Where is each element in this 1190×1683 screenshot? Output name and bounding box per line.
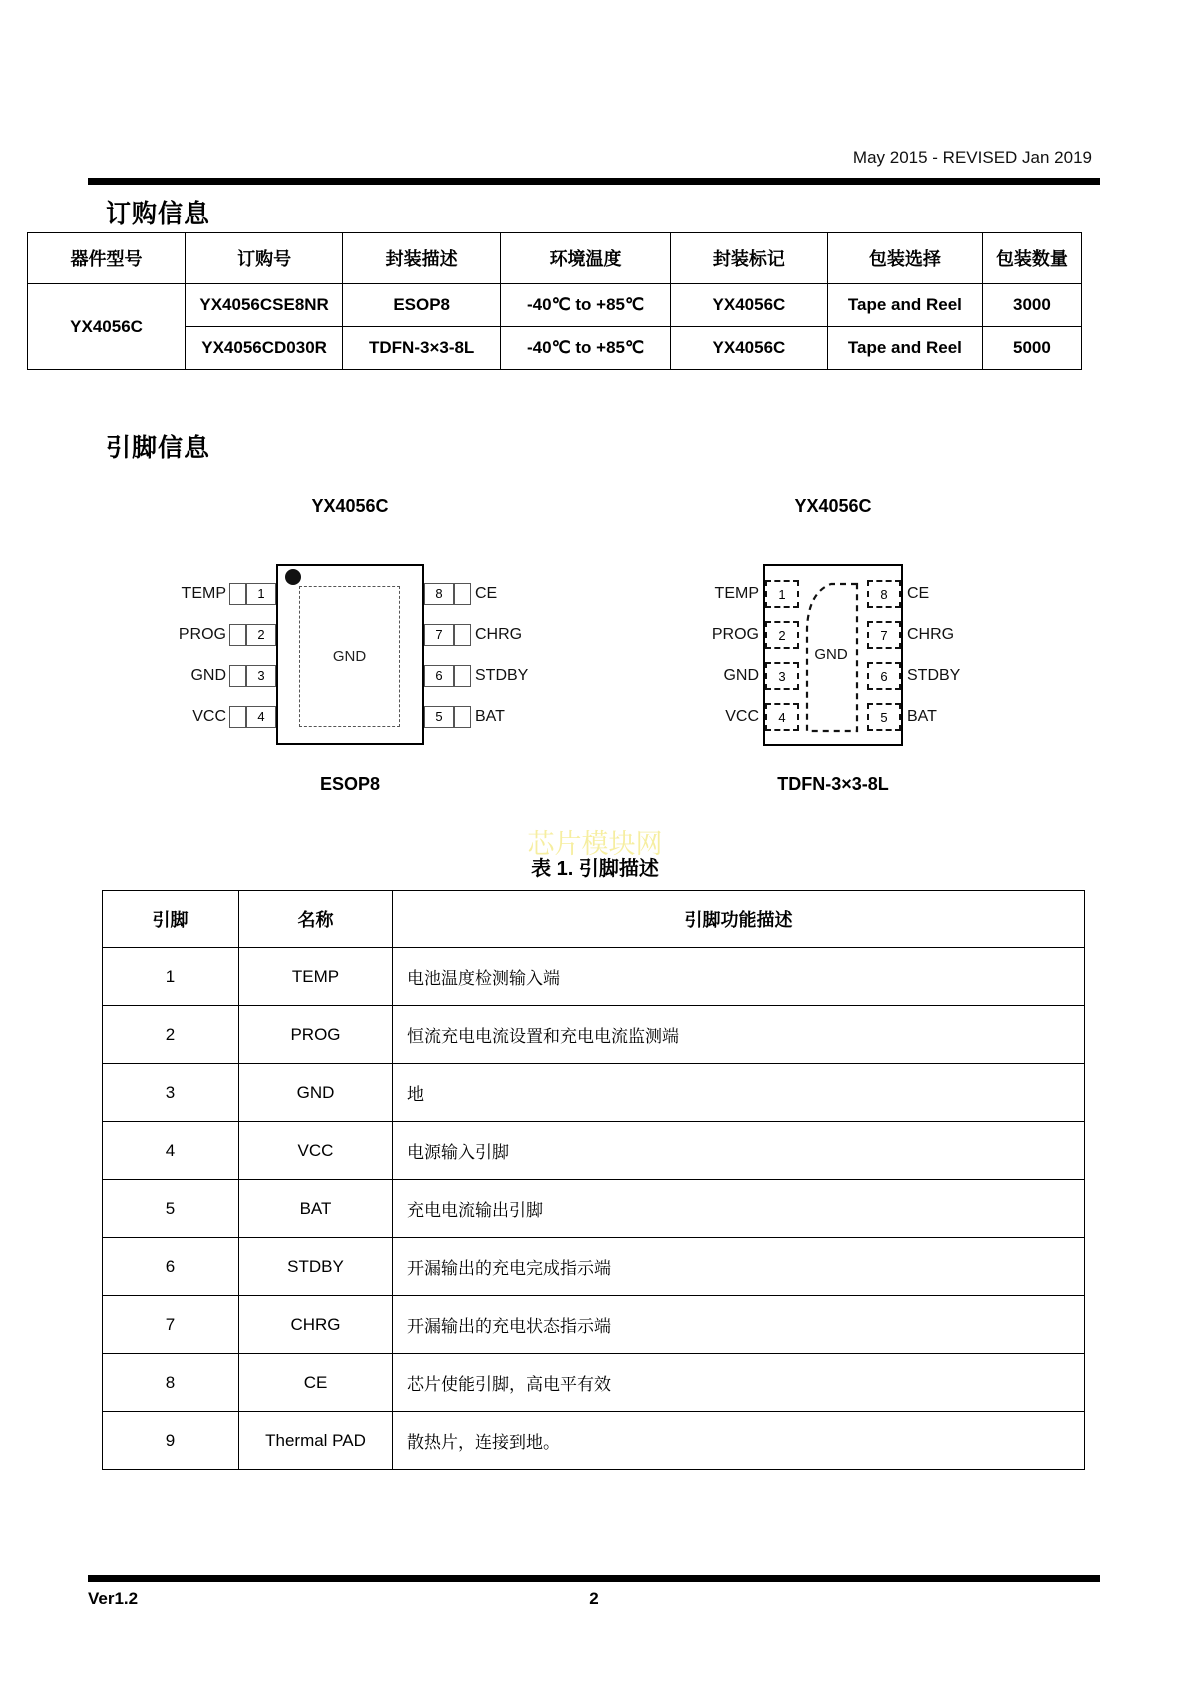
tdfn-caption: TDFN-3×3-8L bbox=[777, 774, 889, 794]
esop8-pin-lead bbox=[454, 583, 471, 605]
pin-name: Thermal PAD bbox=[239, 1412, 393, 1470]
pin-description-table bbox=[102, 890, 1085, 1470]
esop8-pin-lead bbox=[454, 706, 471, 728]
pin-description: 地 bbox=[393, 1064, 1085, 1122]
pin-description: 开漏输出的充电完成指示端 bbox=[393, 1238, 1085, 1296]
pin-number: 6 bbox=[103, 1238, 239, 1296]
col-order-no: 订购号 bbox=[186, 233, 343, 284]
tdfn-pin-pad: 5 bbox=[867, 703, 901, 731]
esop8-pin-number: 7 bbox=[424, 624, 454, 646]
tdfn-thermal-pad-label: GND bbox=[814, 646, 848, 663]
pin-description: 开漏输出的充电状态指示端 bbox=[393, 1296, 1085, 1354]
pin-number: 7 bbox=[103, 1296, 239, 1354]
tdfn-pin-label: CHRG bbox=[907, 626, 955, 643]
pin-table-row bbox=[103, 1296, 1085, 1354]
order-no-cell: YX4056CSE8NR bbox=[186, 284, 343, 327]
col-temp: 环境温度 bbox=[501, 233, 671, 284]
pin-table-header-row bbox=[103, 891, 1085, 948]
esop8-pin-label: VCC bbox=[192, 708, 226, 725]
pin-number: 1 bbox=[103, 948, 239, 1006]
tdfn-pin-pad: 2 bbox=[765, 621, 799, 649]
tdfn-pin-label: GND bbox=[723, 667, 759, 684]
col-pin: 引脚 bbox=[103, 891, 239, 948]
pin-table-row bbox=[103, 1006, 1085, 1064]
pin-name: TEMP bbox=[239, 948, 393, 1006]
esop8-chip-title: YX4056C bbox=[311, 496, 389, 516]
pin-name: STDBY bbox=[239, 1238, 393, 1296]
tdfn-pin-label: BAT bbox=[907, 708, 937, 725]
esop8-pin-label: CHRG bbox=[475, 626, 523, 643]
col-description: 引脚功能描述 bbox=[393, 891, 1085, 948]
esop8-pin-lead bbox=[229, 583, 246, 605]
pin-table-row bbox=[103, 1354, 1085, 1412]
col-qty: 包装数量 bbox=[982, 233, 1081, 284]
tdfn-pin-label: STDBY bbox=[907, 667, 961, 684]
packing-cell: Tape and Reel bbox=[827, 284, 982, 327]
esop8-pin-number: 8 bbox=[424, 583, 454, 605]
pin-name: PROG bbox=[239, 1006, 393, 1064]
pin-description: 电池温度检测输入端 bbox=[393, 948, 1085, 1006]
pin-name: CHRG bbox=[239, 1296, 393, 1354]
pin-table-row bbox=[103, 1238, 1085, 1296]
tdfn-pin-label: VCC bbox=[725, 708, 759, 725]
ordering-row bbox=[28, 327, 1082, 370]
ordering-table bbox=[27, 232, 1082, 370]
esop8-pin-number: 5 bbox=[424, 706, 454, 728]
col-name: 名称 bbox=[239, 891, 393, 948]
esop8-pin-lead bbox=[454, 665, 471, 687]
col-package: 封装描述 bbox=[343, 233, 501, 284]
pin-table-title: 表 1. 引脚描述 bbox=[531, 858, 659, 880]
ordering-row bbox=[28, 284, 1082, 327]
pin1-marker-dot bbox=[285, 569, 301, 585]
pin-description: 芯片使能引脚，高电平有效 bbox=[393, 1354, 1085, 1412]
footer-page-number: 2 bbox=[589, 1589, 599, 1608]
pin-table-row bbox=[103, 1180, 1085, 1238]
ordering-section-title: 订购信息 bbox=[106, 200, 211, 228]
temp-cell: -40℃ to +85℃ bbox=[501, 327, 671, 370]
esop8-pin-lead bbox=[229, 624, 246, 646]
esop8-pin-number: 2 bbox=[246, 624, 276, 646]
pin-description: 电源输入引脚 bbox=[393, 1122, 1085, 1180]
tdfn-pin-pad: 1 bbox=[765, 580, 799, 608]
tdfn-pin-pad: 4 bbox=[765, 703, 799, 731]
esop8-pin-label: PROG bbox=[178, 626, 226, 643]
package-cell: TDFN-3×3-8L bbox=[343, 327, 501, 370]
ordering-header-row bbox=[28, 233, 1082, 284]
esop8-pin-lead bbox=[229, 665, 246, 687]
order-no-cell: YX4056CD030R bbox=[186, 327, 343, 370]
footer-divider bbox=[88, 1575, 1100, 1582]
tdfn-pin-label: CE bbox=[907, 585, 930, 602]
esop8-pin-number: 4 bbox=[246, 706, 276, 728]
tdfn-chip-title: YX4056C bbox=[794, 496, 872, 516]
tdfn-diagram bbox=[655, 468, 1085, 803]
package-cell: ESOP8 bbox=[343, 284, 501, 327]
esop8-pin-label: GND bbox=[190, 667, 226, 684]
esop8-thermal-pad: GND bbox=[299, 586, 400, 727]
pin-section-title: 引脚信息 bbox=[106, 434, 211, 462]
pin-table-row bbox=[103, 1412, 1085, 1470]
esop8-pin-label: CE bbox=[475, 585, 498, 602]
pin-name: GND bbox=[239, 1064, 393, 1122]
qty-cell: 3000 bbox=[982, 284, 1081, 327]
col-packing: 包装选择 bbox=[827, 233, 982, 284]
site-watermark: 芯片模块网 bbox=[527, 829, 663, 859]
esop8-pin-label: STDBY bbox=[475, 667, 529, 684]
pin-description: 充电电流输出引脚 bbox=[393, 1180, 1085, 1238]
tdfn-pin-pad: 3 bbox=[765, 662, 799, 690]
pin-number: 4 bbox=[103, 1122, 239, 1180]
tdfn-pin-label: TEMP bbox=[714, 585, 759, 602]
footer-version: Ver1.2 bbox=[88, 1589, 139, 1608]
marking-cell: YX4056C bbox=[670, 327, 827, 370]
esop8-pin-label: BAT bbox=[475, 708, 505, 725]
header-divider bbox=[88, 178, 1100, 185]
esop8-diagram bbox=[160, 468, 590, 803]
packing-cell: Tape and Reel bbox=[827, 327, 982, 370]
pin-number: 2 bbox=[103, 1006, 239, 1064]
marking-cell: YX4056C bbox=[670, 284, 827, 327]
qty-cell: 5000 bbox=[982, 327, 1081, 370]
esop8-pin-number: 6 bbox=[424, 665, 454, 687]
esop8-caption: ESOP8 bbox=[319, 774, 381, 794]
pin-name: BAT bbox=[239, 1180, 393, 1238]
tdfn-pin-pad: 6 bbox=[867, 662, 901, 690]
pin-name: CE bbox=[239, 1354, 393, 1412]
pin-number: 9 bbox=[103, 1412, 239, 1470]
tdfn-pin-label: PROG bbox=[711, 626, 759, 643]
temp-cell: -40℃ to +85℃ bbox=[501, 284, 671, 327]
esop8-pin-number: 1 bbox=[246, 583, 276, 605]
device-cell: YX4056C bbox=[28, 284, 186, 370]
pin-table-row bbox=[103, 1064, 1085, 1122]
pin-table-row bbox=[103, 1122, 1085, 1180]
esop8-pin-number: 3 bbox=[246, 665, 276, 687]
tdfn-pin-pad: 8 bbox=[867, 580, 901, 608]
pin-description: 恒流充电电流设置和充电电流监测端 bbox=[393, 1006, 1085, 1064]
pin-number: 5 bbox=[103, 1180, 239, 1238]
pin-description: 散热片，连接到地。 bbox=[393, 1412, 1085, 1470]
pin-table-row bbox=[103, 948, 1085, 1006]
esop8-pin-label: TEMP bbox=[181, 585, 226, 602]
col-marking: 封装标记 bbox=[670, 233, 827, 284]
revision-date: May 2015 - REVISED Jan 2019 bbox=[852, 148, 1092, 167]
esop8-pin-lead bbox=[229, 706, 246, 728]
pin-number: 8 bbox=[103, 1354, 239, 1412]
esop8-pin-lead bbox=[454, 624, 471, 646]
tdfn-pin-pad: 7 bbox=[867, 621, 901, 649]
col-device: 器件型号 bbox=[28, 233, 186, 284]
pin-name: VCC bbox=[239, 1122, 393, 1180]
pin-number: 3 bbox=[103, 1064, 239, 1122]
